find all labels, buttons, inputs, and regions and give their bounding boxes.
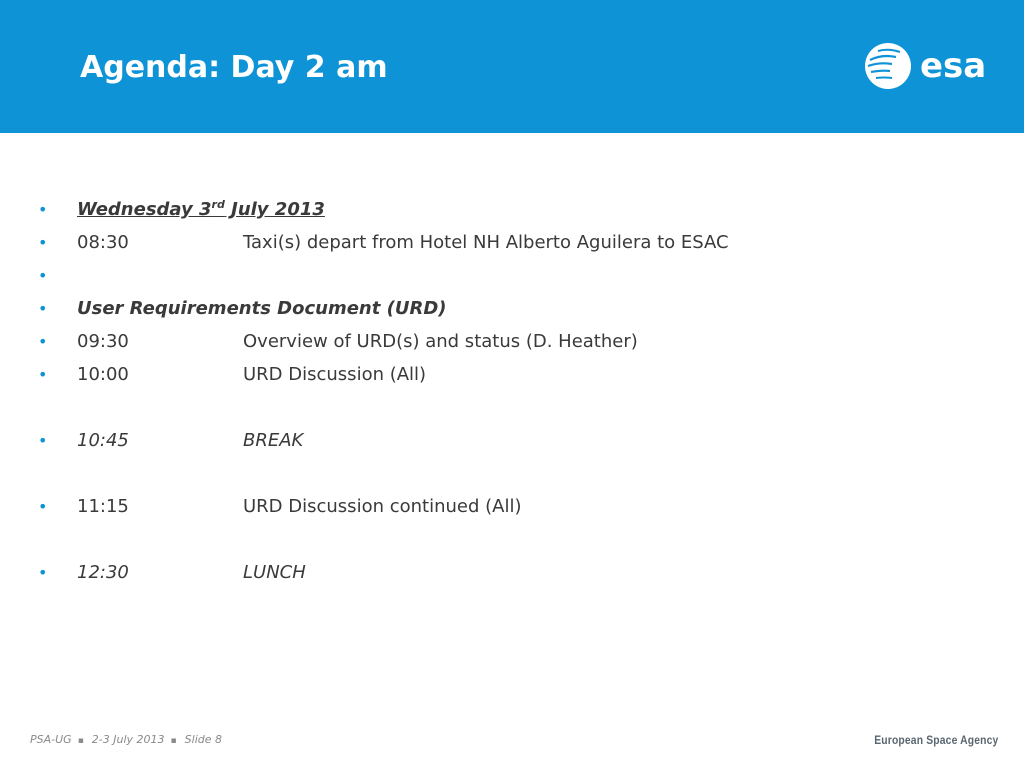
agenda-time: 10:45 — [77, 430, 129, 451]
agenda-time: 09:30 — [77, 331, 129, 352]
agenda-description: URD Discussion (All) — [243, 364, 427, 385]
footer-dates: 2-3 July 2013 — [91, 733, 165, 746]
list-item — [38, 424, 978, 490]
list-item — [38, 226, 978, 259]
bullet-icon: • — [38, 365, 48, 384]
list-item — [38, 259, 978, 292]
slide-header — [0, 0, 1024, 133]
agenda-list — [38, 193, 978, 589]
bullet-icon: • — [38, 332, 48, 351]
bullet-icon: • — [38, 497, 48, 516]
bullet-icon: • — [38, 266, 48, 285]
bullet-icon: • — [38, 431, 48, 450]
agenda-description: BREAK — [243, 430, 304, 451]
list-item — [38, 193, 978, 226]
agency-name: European Space Agency — [873, 733, 998, 747]
footer-slide-number: Slide 8 — [184, 733, 222, 746]
day-heading: Wednesday 3rd July 2013 — [77, 198, 325, 220]
esa-logo-text: esa — [920, 46, 987, 86]
agenda-time: 08:30 — [77, 232, 129, 253]
list-item — [38, 325, 978, 358]
list-item — [38, 490, 978, 556]
bullet-icon: • — [38, 563, 48, 582]
footer-event: PSA-UG — [30, 733, 72, 746]
bullet-icon: • — [38, 200, 48, 219]
list-item — [38, 292, 978, 325]
agenda-description: Overview of URD(s) and status (D. Heather) — [243, 331, 638, 352]
agenda-description: Taxi(s) depart from Hotel NH Alberto Aguilera to ESAC — [243, 232, 729, 253]
agenda-time: 12:30 — [77, 562, 129, 583]
agenda-description: LUNCH — [243, 562, 306, 583]
list-item — [38, 358, 978, 424]
slide-footer — [30, 733, 222, 746]
list-item — [38, 556, 978, 589]
section-heading: User Requirements Document (URD) — [77, 298, 447, 319]
agenda-time: 11:15 — [77, 496, 129, 517]
footer-separator: ▪ — [77, 736, 84, 746]
agenda-time: 10:00 — [77, 364, 129, 385]
bullet-icon: • — [38, 299, 48, 318]
footer-separator: ▪ — [170, 736, 177, 746]
bullet-icon: • — [38, 233, 48, 252]
agenda-description: URD Discussion continued (All) — [243, 496, 522, 517]
slide-title: Agenda: Day 2 am — [80, 50, 388, 85]
esa-logo — [862, 40, 1002, 92]
